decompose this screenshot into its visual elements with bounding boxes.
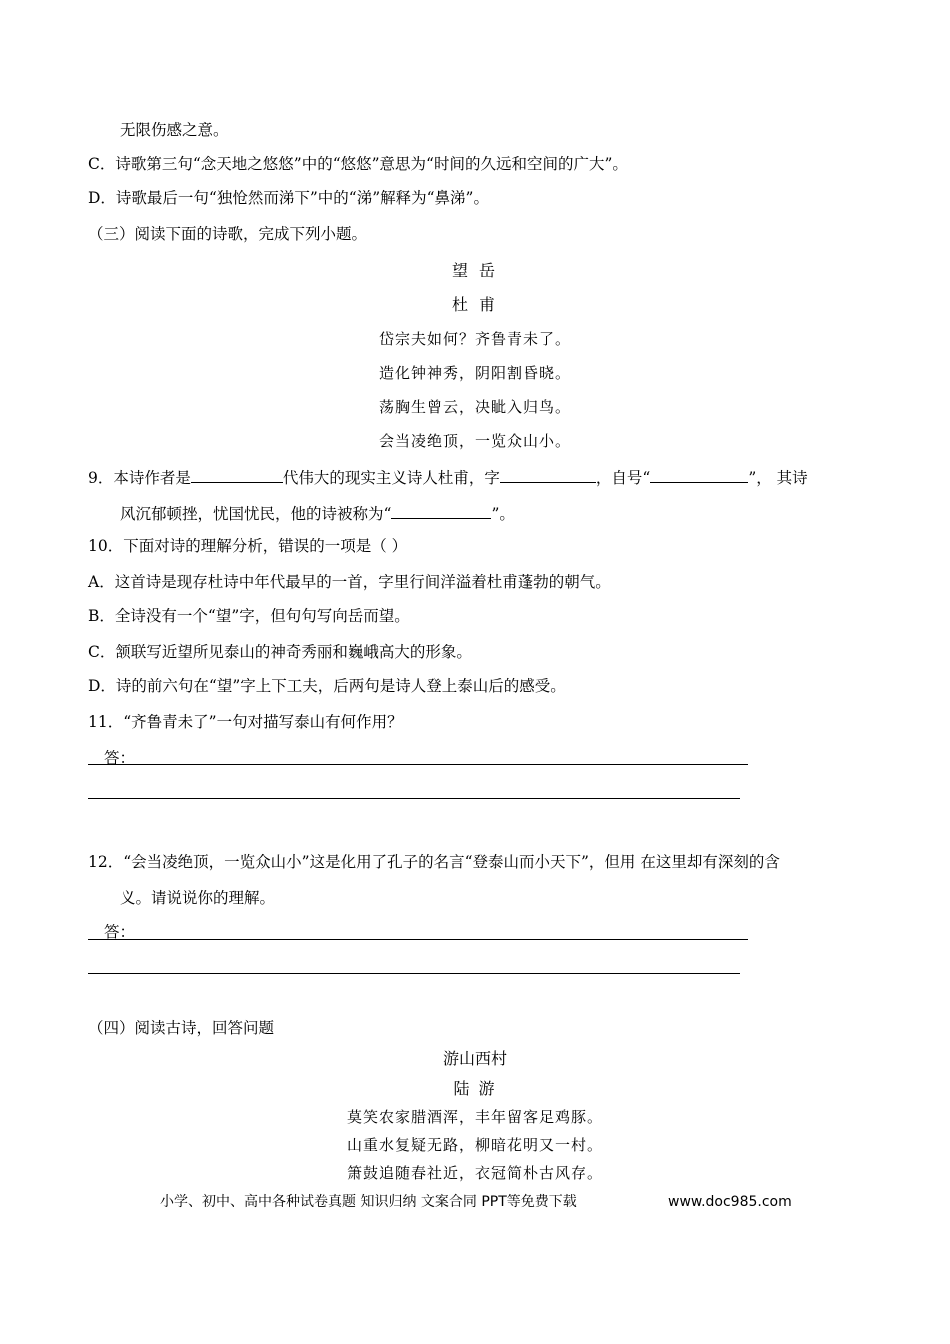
question-9-text: 9．本诗作者是 <box>88 469 191 487</box>
footer-url[interactable]: www.doc985.com <box>668 1194 792 1210</box>
answer-blank-pseudonym[interactable] <box>650 466 748 483</box>
poem-line: 会当凌绝顶，一览众山小。 <box>378 432 571 450</box>
poem-line: 山重水复疑无路，柳暗花明又一村。 <box>346 1136 603 1154</box>
question-10-option-c: C．颔联写近望所见泰山的神奇秀丽和巍峨高大的形象。 <box>88 643 472 661</box>
poem-title: 望 岳 <box>451 261 499 280</box>
poem-line: 岱宗夫如何？齐鲁青未了。 <box>378 330 571 348</box>
question-10-option-d: D．诗的前六句在“望”字上下工夫，后两句是诗人登上泰山后的感受。 <box>88 677 566 695</box>
prev-option-c: C．诗歌第三句“念天地之悠悠”中的“悠悠”意思为“时间的久远和空间的广大”。 <box>88 155 628 173</box>
footer-text: 小学、初中、高中各种试卷真题 知识归纳 文案合同 PPT等免费下载 <box>160 1194 577 1210</box>
question-9 <box>88 466 808 488</box>
answer-line[interactable] <box>88 939 748 940</box>
answer-blank-poetry-title[interactable] <box>391 502 491 519</box>
section4-heading: （四）阅读古诗，回答问题 <box>88 1019 275 1037</box>
question-10-stem: 10．下面对诗的理解分析，错误的一项是（ ） <box>88 537 408 555</box>
answer-label: 答： <box>104 749 136 767</box>
question-9-text: 风沉郁顿挫，忧国忧民，他的诗被称为“ <box>120 505 392 523</box>
question-12-line2: 义。请说说你的理解。 <box>120 889 276 907</box>
poem-line: 荡胸生曾云，决眦入归鸟。 <box>378 398 571 416</box>
answer-line[interactable] <box>88 798 740 799</box>
question-11-stem: 11．“齐鲁青未了”一句对描写泰山有何作用？ <box>88 713 403 731</box>
answer-label: 答： <box>104 923 136 941</box>
question-12-line1: 12．“会当凌绝顶，一览众山小”这是化用了孔子的名言“登泰山而小天下”，但用 在这里却有深刻的含 <box>88 853 780 871</box>
prev-option-continuation: 无限伤感之意。 <box>120 121 229 139</box>
question-9-text: 代伟大的现实主义诗人杜甫，字 <box>282 469 500 487</box>
poem-author: 陆 游 <box>453 1079 497 1098</box>
poem-line: 箫鼓追随春社近，衣冠简朴古风存。 <box>346 1164 603 1182</box>
answer-blank-courtesy-name[interactable] <box>500 466 596 483</box>
question-10-option-b: B．全诗没有一个“望”字，但句句写向岳而望。 <box>88 607 410 625</box>
question-9-line2 <box>120 502 515 524</box>
question-9-text: ，自号“ <box>595 469 651 487</box>
poem-title: 游山西村 <box>442 1049 507 1068</box>
answer-blank-dynasty[interactable] <box>191 466 283 483</box>
poem-author: 杜 甫 <box>451 295 499 314</box>
section3-heading: （三）阅读下面的诗歌，完成下列小题。 <box>88 225 368 243</box>
poem-line: 造化钟神秀，阴阳割昏晓。 <box>378 364 571 382</box>
question-10-option-a: A．这首诗是现存杜诗中年代最早的一首，字里行间洋溢着杜甫蓬勃的朝气。 <box>88 573 611 591</box>
answer-line[interactable] <box>88 764 748 765</box>
question-9-text: ”。 <box>491 505 515 523</box>
question-9-text: ”， 其诗 <box>748 469 808 487</box>
answer-line[interactable] <box>88 973 740 974</box>
poem-line: 莫笑农家腊酒浑，丰年留客足鸡豚。 <box>346 1108 603 1126</box>
prev-option-d: D．诗歌最后一句“独怆然而涕下”中的“涕”解释为“鼻涕”。 <box>88 189 489 207</box>
